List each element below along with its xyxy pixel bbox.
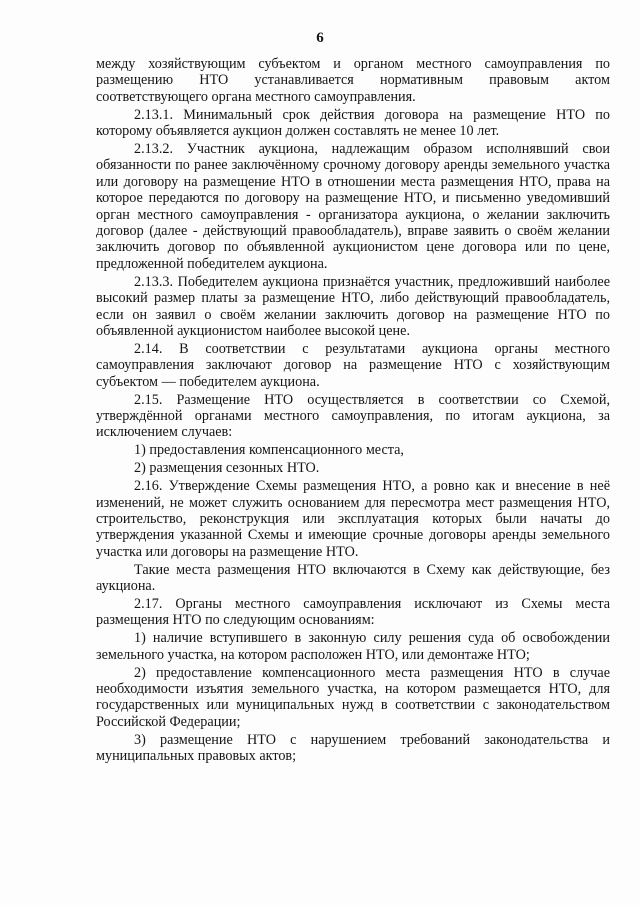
paragraph-2-16-note: Такие места размещения НТО включаются в Схему как действующие, без аукциона. xyxy=(96,561,610,595)
list-item-2-17-1: 1) наличие вступившего в законную силу решения суда об освобождении земельного участка, на котором расположен НТО, или демонтаже НТО; xyxy=(96,630,610,663)
paragraph-2-13-2: 2.13.2. Участник аукциона, надлежащим образом исполнявший свои обязанности по ранее заключённому срочному договору аренды земельного участка или договору на размещение НТО в отношении места размещения НТО, права на которое передаются по договору на размещение НТО, и письменно уведомивший орган местного самоуправления - организатора аукциона, о желании заключить договор (далее - действующий правообладатель), вправе заявить о своём желании заключить договор по объявленной аукционистом цене договора или по цене, предложенной победителем аукциона. xyxy=(96,141,610,272)
paragraph-2-15: 2.15. Размещение НТО осуществляется в соответствии со Схемой, утверждённой органами местного самоуправления, по итогам аукциона, за исключением случаев: xyxy=(96,391,610,441)
page-number: 6 xyxy=(316,30,324,46)
paragraph-2-17: 2.17. Органы местного самоуправления исключают из Схемы места размещения НТО по следующим основаниям: xyxy=(96,596,610,629)
list-item-2-15-1: 1) предоставления компенсационного места, xyxy=(134,442,404,459)
list-item-2-17-2: 2) предоставление компенсационного места размещения НТО в случае необходимости изъятия земельного участка, на котором размещается НТО, для государственных или муниципальных нужд в соответствии с законодательством Российской Федерации; xyxy=(96,664,610,730)
list-item-2-17-3: 3) размещение НТО с нарушением требований законодательства и муниципальных правовых актов; xyxy=(96,731,610,765)
paragraph-2-16: 2.16. Утверждение Схемы размещения НТО, а ровно как и внесение в неё изменений, не может служить основанием для пересмотра мест размещения НТО, строительство, реконструкция или эксплуатация которых были начаты до утверждения указанной Схемы и имеющие срочные договоры аренды земельного участка или договоры на размещение НТО. xyxy=(96,478,610,560)
list-item-2-15-2: 2) размещения сезонных НТО. xyxy=(134,460,320,477)
paragraph-2-13-3: 2.13.3. Победителем аукциона признаётся участник, предложивший наиболее высокий размер платы за размещение НТО, либо действующий правообладатель, если он заявил о своём желании заключить договор на размещение НТО по объявленной аукционистом наиболее высокой цене. xyxy=(96,273,610,339)
paragraph-2-13-1: 2.13.1. Минимальный срок действия договора на размещение НТО по которому объявляется аукцион должен составлять не менее 10 лет. xyxy=(96,106,610,140)
document-body xyxy=(96,56,610,766)
paragraph-2-14: 2.14. В соответствии с результатами аукциона органы местного самоуправления заключают договор на размещение НТО с хозяйствующим субъектом — победителем аукциона. xyxy=(96,340,610,390)
paragraph-continuation: между хозяйствующим субъектом и органом местного самоуправления по размещению НТО устанавливается нормативным правовым актом соответствующего органа местного самоуправления. xyxy=(96,56,610,105)
